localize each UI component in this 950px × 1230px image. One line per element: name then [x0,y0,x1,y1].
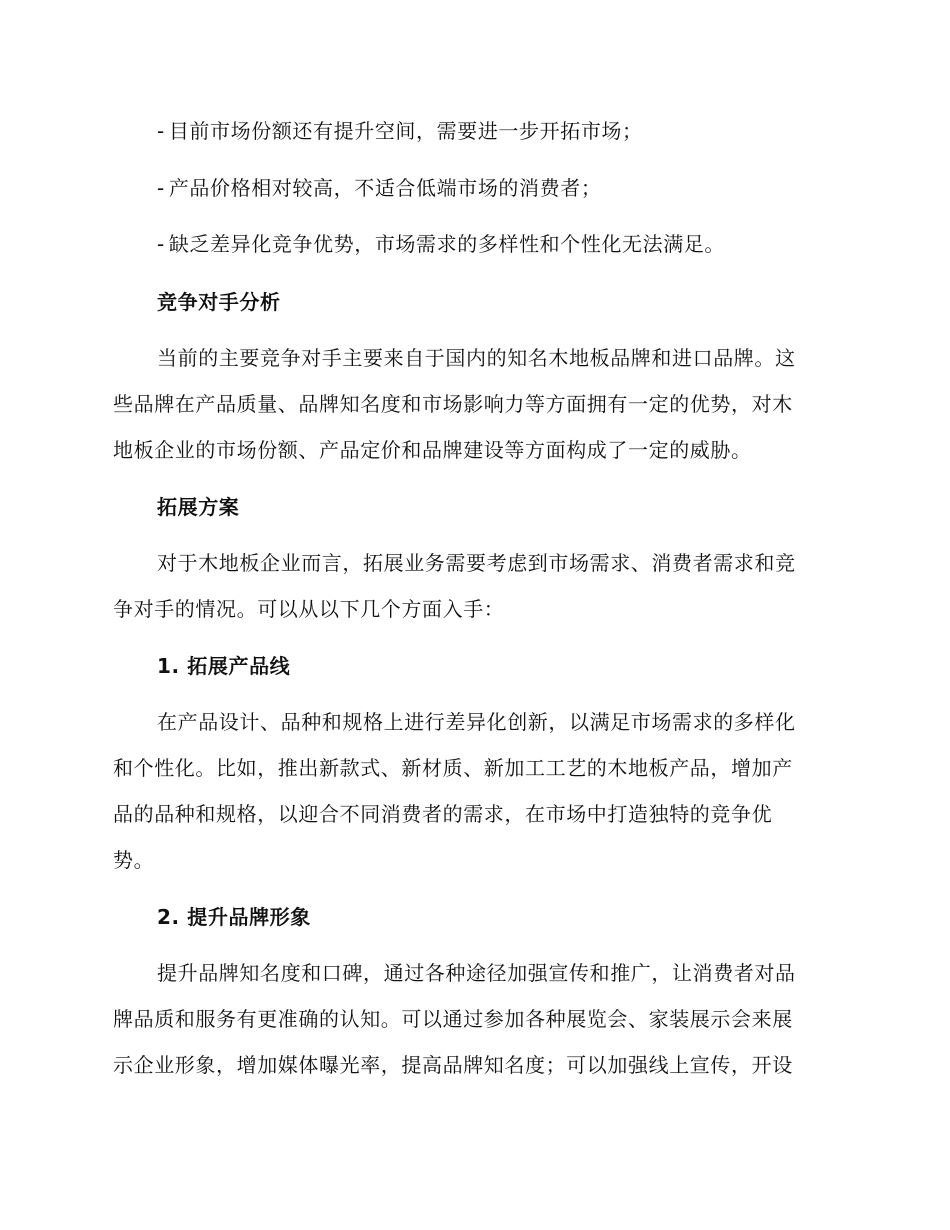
bullet-marker: - [157,176,165,200]
bullet-item [157,119,837,143]
paragraph-line: 当前的主要竞争对手主要来自于国内的知名木地板品牌和进口品牌。这 [157,346,796,370]
paragraph-line: 争对手的情况。可以从以下几个方面入手： [113,597,505,621]
paragraph-line: 提升品牌知名度和口碑，通过各种途径加强宣传和推广，让消费者对品 [157,961,796,985]
paragraph-line: 和个性化。比如，推出新款式、新材质、新加工工艺的木地板产品，增加产 [113,756,793,780]
bullet-marker: - [157,119,165,143]
paragraph-line: 些品牌在产品质量、品牌知名度和市场影响力等方面拥有一定的优势，对木 [113,392,793,416]
paragraph-line: 示企业形象，增加媒体曝光率，提高品牌知名度；可以加强线上宣传，开设 [113,1053,793,1077]
bullet-text: 产品价格相对较高，不适合低端市场的消费者； [168,176,602,200]
bullet-text: 目前市场份额还有提升空间，需要进一步开拓市场； [168,119,643,143]
section2-heading: 2. 提升品牌形象 [157,905,311,929]
paragraph-line: 地板企业的市场份额、产品定价和品牌建设等方面构成了一定的威胁。 [113,438,752,462]
competitor-heading: 竞争对手分析 [157,290,281,314]
paragraph-line: 品的品种和规格，以迎合不同消费者的需求，在市场中打造独特的竞争优 [113,802,773,826]
paragraph-line: 牌品质和服务有更准确的认知。可以通过参加各种展览会、家装展示会来展 [113,1007,793,1031]
section1-heading: 1. 拓展产品线 [157,654,291,678]
paragraph-line: 势。 [113,848,155,872]
paragraph-line: 对于木地板企业而言，拓展业务需要考虑到市场需求、消费者需求和竞 [157,551,796,575]
bullet-item [157,232,837,256]
expansion-heading: 拓展方案 [157,495,240,519]
bullet-item [157,176,837,200]
paragraph-line: 在产品设计、品种和规格上进行差异化创新，以满足市场需求的多样化 [157,710,796,734]
bullet-text: 缺乏差异化竞争优势，市场需求的多样性和个性化无法满足。 [168,232,726,256]
bullet-marker: - [157,232,165,256]
